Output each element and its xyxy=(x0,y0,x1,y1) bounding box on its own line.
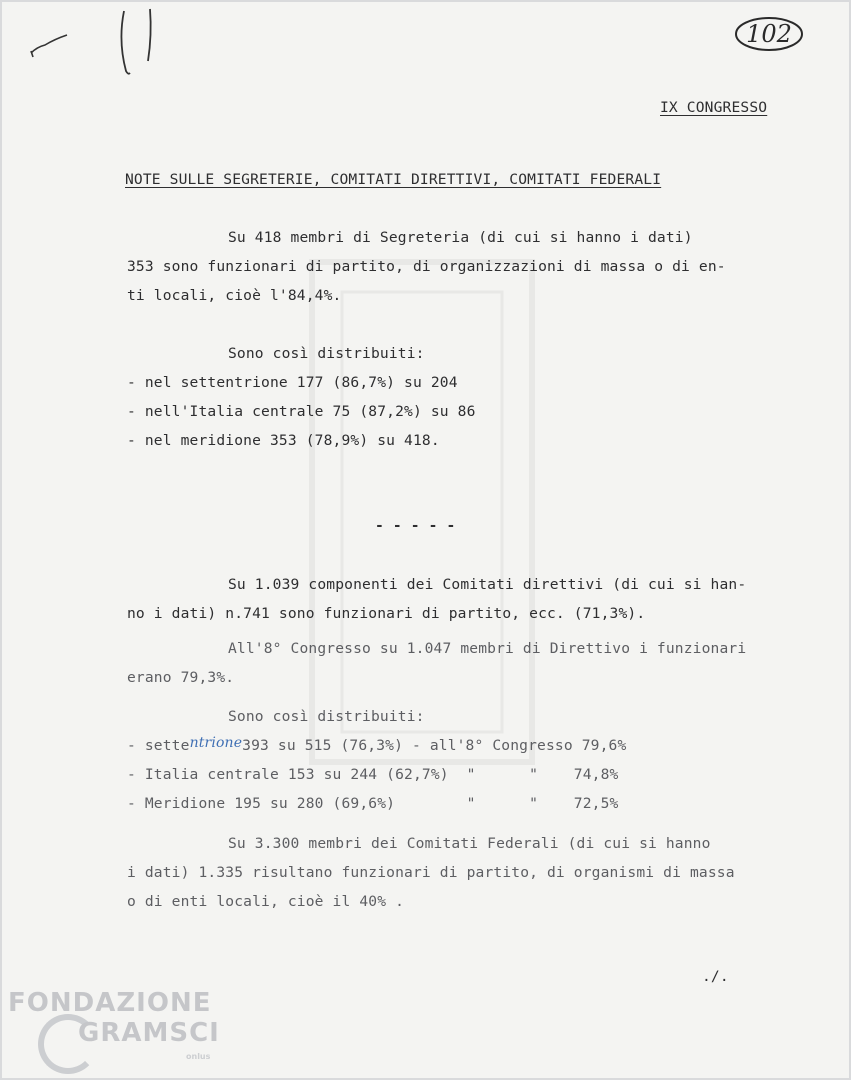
fondazione-gramsci-logo xyxy=(8,988,228,1078)
distribution-intro: Sono così distribuiti: xyxy=(228,708,425,725)
logo-line2: GRAMSCI xyxy=(78,1018,220,1048)
paragraph-line: no i dati) n.741 sono funzionari di partito, ecc. (71,3%). xyxy=(127,605,646,622)
logo-line1: FONDAZIONE xyxy=(8,988,212,1018)
paragraph-line: Su 3.300 membri dei Comitati Federali (di cui si hanno xyxy=(228,835,711,852)
paragraph-line: o di enti locali, cioè il 40% . xyxy=(127,893,405,910)
distribution-item xyxy=(127,737,626,755)
paragraph-line: i dati) 1.335 risultano funzionari di partito, di organismi di massa xyxy=(127,864,735,881)
distribution-item: - Meridione 195 su 280 (69,6%) " " 72,5% xyxy=(127,795,619,812)
page-number-text: 102 xyxy=(746,20,792,48)
distribution-intro: Sono così distribuiti: xyxy=(228,345,425,362)
distribution-item: - nel settentrione 177 (86,7%) su 204 xyxy=(127,374,458,391)
logo-onlus: onlus xyxy=(186,1052,211,1061)
paragraph-line: ti locali, cioè l'84,4%. xyxy=(127,287,342,304)
document-page xyxy=(2,2,849,1078)
paragraph-line: 353 sono funzionari di partito, di organizzazioni di massa o di en- xyxy=(127,258,726,275)
section-separator: - - - - - xyxy=(375,517,456,534)
handwritten-marks xyxy=(17,7,167,77)
page-number-handwritten xyxy=(734,16,804,52)
distribution-item: - Italia centrale 153 su 244 (62,7%) " " 74,8% xyxy=(127,766,619,783)
document-header: IX CONGRESSO xyxy=(660,99,768,116)
distribution-item: - nel meridione 353 (78,9%) su 418. xyxy=(127,432,440,449)
paragraph-line: All'8° Congresso su 1.047 membri di Direttivo i funzionari xyxy=(228,640,747,657)
handwritten-insert: ntrione xyxy=(189,735,243,751)
item-rest: 393 su 515 (76,3%) - all'8° Congresso 79,6% xyxy=(242,737,627,754)
archive-stamp-watermark xyxy=(302,252,542,772)
paragraph-line: Su 418 membri di Segreteria (di cui si hanno i dati) xyxy=(228,229,693,246)
paragraph-line: erano 79,3%. xyxy=(127,669,235,686)
continuation-mark: ./. xyxy=(702,968,729,985)
document-title: NOTE SULLE SEGRETERIE, COMITATI DIRETTIVI, COMITATI FEDERALI xyxy=(125,171,662,188)
distribution-item: - nell'Italia centrale 75 (87,2%) su 86 xyxy=(127,403,476,420)
paragraph-line: Su 1.039 componenti dei Comitati direttivi (di cui si han- xyxy=(228,576,747,593)
item-prefix: - sette xyxy=(127,737,190,754)
